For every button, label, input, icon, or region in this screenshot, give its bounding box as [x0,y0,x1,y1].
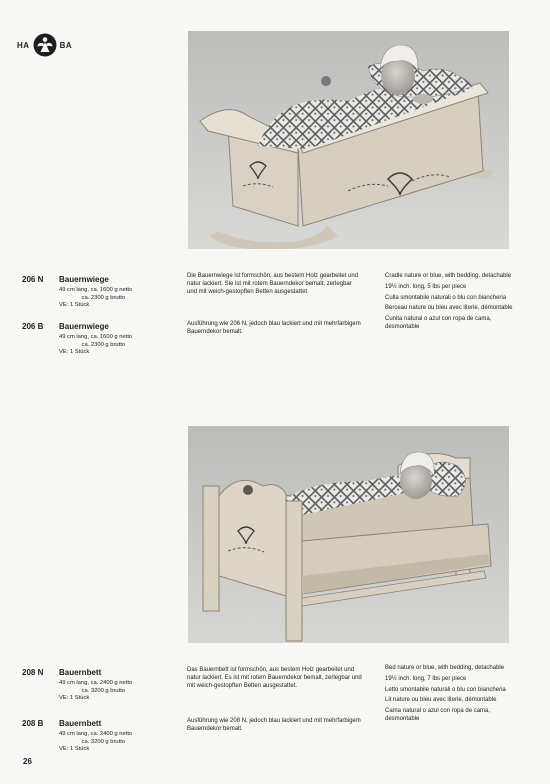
multilingual-description [385,665,515,727]
description-en: Cradle nature or blue, with bedding, detachable [385,273,512,279]
product-name: Bauernbett [59,719,102,728]
description-es: Cama natural o azul con ropa de cama, desmontable [385,708,491,722]
logo-text-right: BA [59,40,73,50]
description-it: Letto smontabile naturali o blu con biancheria [385,686,506,693]
product-specs [59,287,132,310]
product-name: Bauernwiege [59,275,109,284]
description-fr: Berceau nature ou bleu avec literie, démontable [385,305,513,312]
spec-line: 49 cm lang, ca. 2400 g netto [59,680,133,686]
description-de: Das Bauernbett ist formschön, aus bestem Holz gearbeitet und natur lackiert. Es ist mit rotem Bauerndekor bemalt, zerlegbar und mit weich-gestopften Betten ausgestattet. [187,667,362,689]
spec-line: 49 cm lang, ca. 1600 g netto [59,287,133,293]
product-code: 206 N [22,275,44,284]
logo-text-left: HA [17,40,30,50]
description-es: Cunita natural o azul con ropa de cama, desmontable [385,316,492,330]
product-code: 206 B [22,322,44,331]
spec-line: VE: 1 Stück [59,746,90,753]
product-code: 208 B [22,719,44,728]
spec-line: VE: 1 Stück [59,349,90,356]
description-en-size: 19½ inch. long, 7 lbs per piece [385,675,467,682]
spec-line: ca. 3200 g brutto [59,687,126,694]
product-specs [59,731,132,754]
bed-photo [188,426,509,643]
spec-line: ca. 2300 g brutto [59,294,126,301]
product-specs [59,334,132,357]
spec-line: ca. 2300 g brutto [59,341,126,348]
description-de: Ausführung wie 208 N, jedoch blau lackiert und mit mehrfarbigem Bauerndekor bemalt. [187,718,361,732]
spec-line: ca. 3200 g brutto [59,738,126,745]
multilingual-description [385,273,515,335]
product-name: Bauernwiege [59,322,109,331]
description-it: Culla smontabile naturali o blu con biancheria [385,294,507,301]
description-en-size: 19½ inch. long, 5 lbs per piece [385,283,467,290]
description-de: Ausführung wie 206 N, jedoch blau lackiert und mit mehrfarbigem Bauerndekor bemalt. [187,321,361,335]
angel-emblem-icon [33,33,57,57]
product-code: 208 N [22,668,44,677]
page-number: 26 [23,757,32,766]
description-de: Die Bauernwiege ist formschön, aus bestem Holz gearbeitet und natur lackiert. Sie ist mit rotem Bauerndekor bemalt, zerlegbar und mit weich-gestopften Betten ausgestattet. [187,273,359,295]
spec-line: VE: 1 Stück [59,302,90,309]
brand-logo [17,33,72,57]
description-fr: Lit nature ou bleu avec literie, démontable [385,697,497,704]
product-name: Bauernbett [59,668,102,677]
spec-line: 49 cm lang, ca. 2400 g netto [59,731,133,737]
description-en: Bed nature or blue, with bedding, detachable [385,665,505,671]
spec-line: 49 cm lang, ca. 1600 g netto [59,334,133,340]
cradle-photo [188,31,509,249]
product-specs [59,680,132,703]
spec-line: VE: 1 Stück [59,695,90,702]
